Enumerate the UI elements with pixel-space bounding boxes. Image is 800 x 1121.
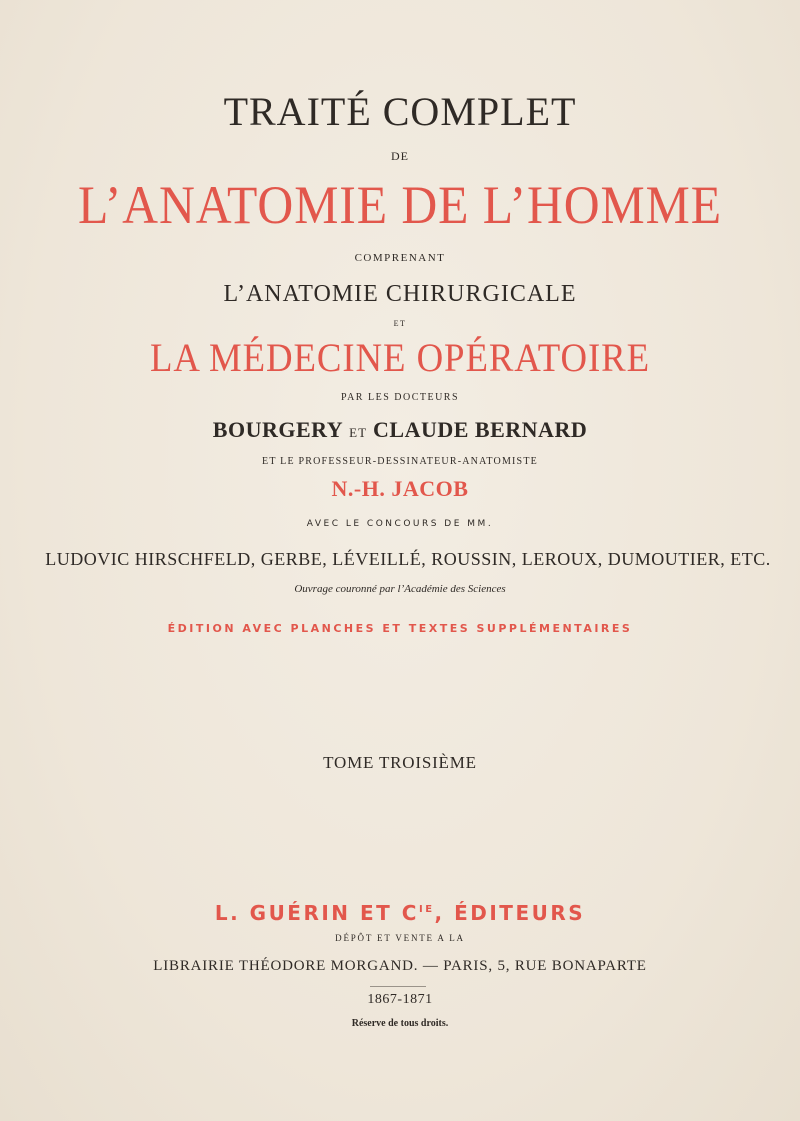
publisher-suffix: , ÉDITEURS: [434, 901, 586, 925]
contributors-list: LUDOVIC HIRSCHFELD, GERBE, LÉVEILLÉ, ROUSSIN, LEROUX, DUMOUTIER, ETC.: [45, 549, 771, 569]
line-avec-le-concours: AVEC LE CONCOURS DE MM.: [306, 519, 494, 529]
line-comprenant: COMPRENANT: [354, 252, 446, 264]
title-line-de: DE: [391, 149, 409, 163]
edition-line: ÉDITION AVEC PLANCHES ET TEXTES SUPPLÉMENTAIRES: [167, 622, 633, 635]
award-line: Ouvrage couronné par l’Académie des Sciences: [294, 583, 506, 595]
subtitle-medecine-operatoire: LA MÉDECINE OPÉRATOIRE: [149, 335, 650, 380]
rights-notice: Réserve de tous droits.: [351, 1018, 449, 1029]
authors-line: [0, 419, 800, 441]
publisher-line: [0, 903, 800, 923]
bookseller-address: LIBRAIRIE THÉODORE MORGAND. — PARIS, 5, RUE BONAPARTE: [153, 958, 647, 974]
line-par-les-docteurs: PAR LES DOCTEURS: [340, 392, 460, 403]
title-line-traite-complet: TRAITÉ COMPLET: [223, 89, 577, 134]
author-bourgery: BOURGERY: [212, 417, 344, 442]
line-et: ET: [393, 319, 407, 328]
volume-title: TOME TROISIÈME: [323, 753, 477, 772]
line-professeur-dessinateur: ET LE PROFESSEUR-DESSINATEUR-ANATOMISTE: [262, 456, 538, 467]
authors-connector: ET: [349, 425, 368, 440]
author-claude-bernard: CLAUDE BERNARD: [373, 417, 588, 442]
subtitle-anatomie-chirurgicale: L’ANATOMIE CHIRURGICALE: [223, 281, 577, 307]
publication-years: 1867-1871: [367, 992, 433, 1007]
divider-rule: [370, 986, 426, 987]
publisher-superscript: IE: [418, 904, 435, 915]
illustrator-name: N.-H. JACOB: [331, 476, 469, 501]
main-title: L’ANATOMIE DE L’HOMME: [77, 175, 723, 235]
publisher-prefix: L. GUÉRIN ET C: [214, 901, 419, 925]
line-depot-et-vente: DÉPÔT ET VENTE A LA: [335, 933, 465, 943]
